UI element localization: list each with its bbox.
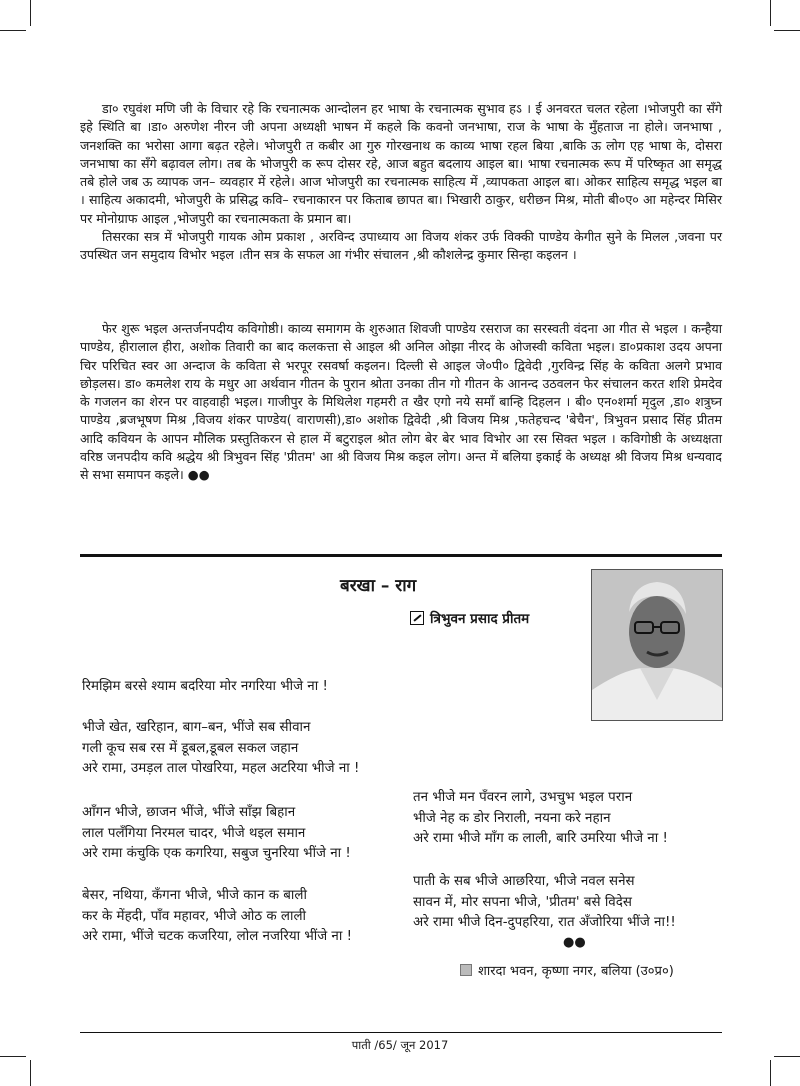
verse-line: गली कूच सब रस में डूबल,डूबल सकल जहान — [82, 740, 299, 756]
poem-stanza — [82, 803, 351, 865]
section-divider — [80, 554, 722, 557]
verse-line: आँगन भीजे, छाजन भींजे, भींजे साँझ बिहान — [82, 805, 296, 820]
crop-mark — [774, 1056, 800, 1057]
verse-line: पाती के सब भीजे आछरिया, भीजे नवल सनेस — [413, 874, 635, 889]
verse-line: भीजे नेह क डोर निराली, नयना करे नहान — [413, 810, 611, 826]
verse-line: तन भीजे मन पँवरन लागे, उभचुभ भइल परान — [413, 790, 633, 805]
crop-mark — [0, 30, 26, 31]
pen-icon — [410, 611, 424, 625]
verse-line: बेसर, नथिया, कँगना भीजे, भीजे कान क बाली — [82, 888, 307, 903]
poem-stanza — [82, 886, 352, 948]
author-address — [460, 961, 674, 979]
verse-line: रिमझिम बरसे श्याम बदरिया मोर नगरिया भीजे ना ! — [82, 679, 328, 694]
crop-mark — [774, 30, 800, 31]
address-text: शारदा भवन, कृष्णा नगर, बलिया (उ०प्र०) — [478, 964, 674, 979]
portrait-icon — [592, 570, 722, 720]
footer-divider — [80, 1032, 722, 1033]
crop-mark — [30, 1060, 31, 1086]
poem-title: बरखा – राग — [340, 576, 417, 596]
verse-line: अरे रामा कंचुकि एक कगरिया, सबुज चुनरिया भींजे ना ! — [82, 846, 351, 861]
poem-refrain — [82, 677, 328, 698]
report-paragraph: डा० रघुवंश मणि जी के विचार रहे कि रचनात्मक आन्दोलन हर भाषा के रचनात्मक सुभाव हऽ । ई अनवरत चलत रहेला ।भोजपुरी का सँगे इहे स्थिति बा ।डा० अरुणेश नीरन जी अपना अध्यक्षी भाषन में कहले कि कवनो जनभाषा, राज के भाषा के मुँहताज ना होले। जनभाषा , जनशक्ति का भरोसा आगा बढ़त रहेले। भोजपुरी त कबीर आ गुरु गोरखनाथ क काव्य भाषा रहल बिया ,बाकि ऊ लोग एह भाषा के, दोसरा जनभाषा का सँगे बढ़ावल लोग। तब के भोजपुरी क रूप दोसर रहे, आज बहुत बदलाय आइल बा। भाषा रचनात्मक रूप में परिष्कृत आ समृद्ध तबे होले जब ऊ व्यापक जन– व्यवहार में रहेले। आज भोजपुरी का रचनात्मक साहित्य में ,व्यापकता आइल बा। ओकर साहित्य समृद्ध भइल बा । साहित्य अकादमी, भोजपुरी के प्रसिद्ध कवि– रचनाकारन पर किताब छापत बा। भिखारी ठाकुर, धरीछन मिश्र, मोती बी०ए० आ महेन्दर मिसिर पर मोनोग्राफ आइल ,भोजपुरी का रचनात्मकता के प्रमान बा। — [80, 101, 722, 226]
poem-stanza — [82, 718, 359, 780]
verse-line: अरे रामा, उमड़ल ताल पोखरिया, महल अटरिया भीजे ना ! — [82, 761, 360, 776]
verse-line: भीजे खेत, खरिहान, बाग–बन, भींजे सब सीवान — [82, 720, 311, 735]
poem-author — [410, 609, 529, 627]
kavigoshthi-section — [80, 320, 722, 485]
poem-stanza — [413, 788, 668, 850]
crop-mark — [30, 0, 31, 26]
verse-line: कर के मेंहदी, पाँव महावर, भीजे ओठ क लाली — [82, 908, 307, 924]
kavigoshthi-paragraph: फेर शुरू भइल अन्तर्जनपदीय कविगोष्ठी। काव्य समागम के शुरुआत शिवजी पाण्डेय रसराज का सरस्वती वंदना आ गीत से भइल । कन्हैया पाण्डेय, हीरालाल हीरा, अशोक तिवारी का बाद कलकत्ता से आइल श्री अनिल ओझा नीरद के ओजस्वी कविता भइल। डा०प्रकाश उदय अपना चिर परिचित स्वर आ अन्दाज के कविता से भरपूर रसवर्षा कइलन। दिल्ली से आइल जे०पी० द्विवेदी ,गुरविन्द्र सिंह के कविता अलगे प्रभाव छोड़लस। डा० कमलेश राय के मधुर आ अर्थवान गीतन के पुरान श्रोता उनका तीन गो गीतन के आनन्द उठवलन फेर संचालन करत शशि प्रेमदेव के गजलन का शेरन पर वाहवाही भइल। गाजीपुर के मिथिलेश गहमरी त खैर एगो नये समाँ बान्हि दिहलन । बी० एन०शर्मा मृदुल ,डा० शत्रुघ्न पाण्डेय ,ब्रजभूषण मिश्र ,विजय शंकर पाण्डेय( वाराणसी),डा० अशोक द्विवेदी ,श्री विजय मिश्र ,फतेहचन्द 'बेचैन', त्रिभुवन प्रसाद सिंह प्रीतम आदि कवियन के आपन मौलिक प्रस्तुतिकरन से हाल में बटुराइल श्रोत लोग बेर बेर भाव विभोर आ रस सिक्त भइल । कविगोष्ठी के अध्यक्षता वरिष्ठ जनपदीय कवि श्रद्धेय श्री त्रिभुवन सिंह 'प्रीतम' आ श्री विजय मिश्र कइल लोग। अन्त में बलिया इकाई के अध्यक्ष श्री विजय मिश्र धन्यवाद से सभा समापन कइले। ●● — [80, 321, 723, 483]
author-photo — [591, 569, 723, 721]
verse-line: अरे रामा भीजे दिन-दुपहरिया, रात अँजोरिया भींजे ना!! — [413, 915, 676, 930]
crop-mark — [770, 0, 771, 26]
square-bullet-icon — [460, 964, 472, 976]
verse-line: अरे रामा, भींजे चटक कजरिया, लोल नजरिया भींजे ना ! — [82, 929, 352, 944]
page-footer: पाती /65/ जून 2017 — [351, 1038, 449, 1052]
verse-line: अरे रामा भीजे माँग क लाली, बारि उमरिया भीजे ना ! — [413, 831, 668, 846]
report-paragraph: तिसरका सत्र में भोजपुरी गायक ओम प्रकाश , अरविन्द उपाध्याय आ विजय शंकर उर्फ विक्की पाण्डेय केगीत सुने के मिलल ,जवना पर उपस्थित जन समुदाय विभोर भइल ।तीन सत्र के सफल आ गंभीर संचालन ,श्री कौशलेन्द्र कुमार सिन्हा कइलन । — [80, 229, 722, 263]
report-section — [80, 100, 722, 265]
author-name: त्रिभुवन प्रसाद प्रीतम — [430, 611, 530, 627]
verse-line: सावन में, मोर सपना भीजे, 'प्रीतम' बसे विदेस — [413, 894, 632, 910]
poem-stanza — [413, 872, 676, 934]
crop-mark — [0, 1056, 26, 1057]
poem-end-mark: ●● — [563, 935, 586, 950]
crop-mark — [770, 1060, 771, 1086]
verse-line: लाल पलँगिया निरमल चादर, भीजे थइल समान — [82, 825, 306, 841]
